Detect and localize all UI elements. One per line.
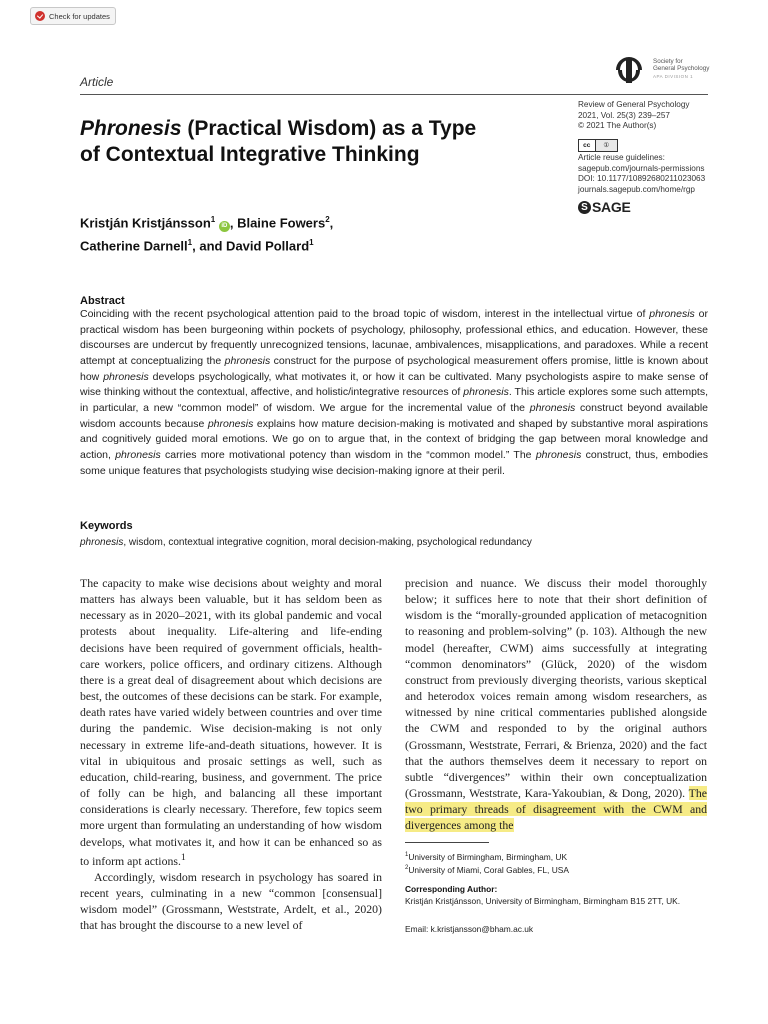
highlighted-text[interactable]: The two primary threads of disagreement with the CWM and divergences among the bbox=[405, 786, 707, 833]
check-circle-icon bbox=[35, 11, 45, 21]
journal-volume: 2021, Vol. 25(3) 239–257 bbox=[578, 110, 670, 120]
body-paragraph-1: The capacity to make wise decisions about weighty and moral matters has always been valuable, but it has seldom been as necessary as in 2020–2021, with its global pandemic and vocal protests about inequality. Life-altering and life-ending decisions have been required of government officials, health-care workers, police officers, and ordinary citizens. Although there is a great deal of disagreement about which decisions are best, the outcomes of these decisions can be stark. For example, death rates have varied widely between countries and over time during the pandemic. Wise decision-making is not only necessary in extreme life-and-death situations, however. It is vital in ubiquitous and prosaic settings as well, such as education, child-rearing, business, and government. The price of folly can be high, and balancing all these important considerations is clearly necessary. Therefore, few topics seem more urgent than formulating an understanding of how wisdom develops, what motivates it, and how it can be enhanced so as to inform apt actions.$^1$ bbox=[80, 576, 382, 868]
corresponding-author-heading: Corresponding Author: bbox=[405, 884, 498, 894]
check-for-updates-button[interactable] bbox=[30, 7, 116, 25]
footnote-marker[interactable]: 1 bbox=[180, 851, 186, 863]
body-paragraph-3: precision and nuance. We discuss their model thoroughly below; it suffices here to note that their short definition of wisdom is the “morally-grounded application of metacognition to reasoning and problem-solving” (p. 103). Although the new model (hereafter, CWM) aims successfully at integrating “common denominators” (Glück, 2020) of the wisdom construct from previously diverging theorists, various skeptical and heterodox voices remain among wisdom researchers, as witnessed by nine critical commentaries published alongside the CWM and responded to by the original authors (Grossmann, Weststrate, Ferrari, & Brienza, 2020) and the fact that the authors themselves deem it necessary to report on subtle “divergences” within their own conceptualization (Grossmann, Weststrate, Kara-Yakoubian, & Dong, 2020). The two primary threads of disagreement with the CWM and divergences among the bbox=[405, 576, 707, 833]
body-column-left bbox=[80, 575, 382, 933]
sage-wordmark: SAGE bbox=[592, 199, 631, 215]
attribution-icon: ① bbox=[603, 142, 610, 149]
logo-subtitle: APA DIVISION 1 bbox=[653, 74, 694, 79]
author-1: Kristján Kristjánsson bbox=[80, 215, 211, 231]
journal-name: Review of General Psychology bbox=[578, 100, 690, 109]
society-logo-icon bbox=[612, 55, 646, 85]
orcid-icon[interactable]: iD bbox=[219, 221, 230, 232]
author-4-affiliation: 1 bbox=[309, 238, 314, 248]
journal-home-link[interactable]: journals.sagepub.com/home/rgp bbox=[578, 184, 695, 194]
article-type-label: Article bbox=[80, 75, 114, 89]
author-3: Catherine Darnell bbox=[80, 238, 188, 254]
corresponding-author-address: Kristján Kristjánsson, University of Birmingham, Birmingham B15 2TT, UK. bbox=[405, 896, 681, 906]
corresponding-author-email[interactable]: Email: k.kristjansson@bham.ac.uk bbox=[405, 924, 534, 934]
sage-logo bbox=[578, 199, 630, 215]
reuse-link[interactable]: sagepub.com/journals-permissions bbox=[578, 163, 705, 173]
article-title bbox=[80, 116, 560, 168]
author-1-affiliation: 1 bbox=[210, 215, 216, 224]
affiliation-2: $^2$University of Miami, Coral Gables, FL, USA bbox=[405, 864, 569, 875]
body-paragraph-2: Accordingly, wisdom research in psychology has soared in recent years, culminating in a new “common [consensual] wisdom model” (Grossmann, Weststrate, Ardelt, et al., 2020) that has brought the discourse to a new level of bbox=[80, 869, 382, 933]
doi-link[interactable]: DOI: 10.1177/10892680211023063 bbox=[578, 174, 706, 184]
check-for-updates-label: Check for updates bbox=[49, 11, 110, 21]
abstract-text: Coinciding with the recent psychological attention paid to the broad topic of wisdom, interest in the intellectual virtue of phronesis or practical wisdom has been burgeoning within pockets of psychology, philosophy, professional ethics, and education. However, these discourses are undercut by frequently unrecognized tensions, lacunae, ambivalences, misapplications, and paradoxes. While a recent attempt at conceptualizing the phronesis construct for the purpose of psychological measurement offers promise, little is known about how phronesis develops psychologically, what motivates it, or how it can be cultivated. Many psychologists aspire to make sense of wise thinking without the contextual, affective, and holistic/integrative resources of phronesis. This article explores some such attempts, in particular, a new “common model” of wisdom. We argue for the incremental value of the phronesis construct beyond available wisdom accounts because phronesis explains how mature decision-making is motivated and shaped by substantive moral aspirations and cognitively guided moral emotions. We go on to argue that, in the context of bridging the gap between moral knowledge and action, phronesis carries more motivational potency than wisdom in the “common model.” The phronesis construct, thus, embodies some unique features that psychologists studying wise decision-making ignore at their peril. bbox=[80, 308, 709, 477]
keywords-list: phronesis, wisdom, contextual integrative cognition, moral decision-making, psychological redundancy bbox=[80, 537, 532, 548]
author-list bbox=[80, 210, 480, 257]
footnote-divider bbox=[405, 842, 489, 843]
author-2-separator: , bbox=[329, 215, 334, 231]
author-3-affiliation: 1 bbox=[187, 238, 193, 248]
logo-line-1: Society for bbox=[653, 58, 683, 65]
author-2-affiliation: 2 bbox=[325, 215, 330, 224]
reuse-label: Article reuse guidelines: bbox=[578, 153, 665, 162]
affiliation-1: $^1$University of Birmingham, Birmingham, UK bbox=[405, 851, 568, 862]
header-divider bbox=[80, 94, 708, 95]
journal-copyright: © 2021 The Author(s) bbox=[578, 121, 657, 131]
society-logo-text bbox=[653, 58, 709, 72]
reuse-info bbox=[578, 153, 728, 195]
title-line2: of Contextual Integrative Thinking bbox=[80, 143, 420, 166]
body-column-right bbox=[405, 575, 707, 834]
author-2: , Blaine Fowers bbox=[229, 215, 326, 231]
title-italic: Phronesis bbox=[80, 117, 182, 140]
cc-icon: cc bbox=[579, 140, 596, 151]
keywords-heading: Keywords bbox=[80, 520, 133, 532]
journal-info bbox=[578, 100, 728, 132]
creative-commons-license-badge[interactable] bbox=[578, 139, 618, 152]
abstract-heading: Abstract bbox=[80, 295, 125, 307]
logo-line-2: General Psychology bbox=[653, 65, 710, 72]
title-line1-rest: (Practical Wisdom) as a Type bbox=[181, 117, 477, 140]
author-4: , and David Pollard bbox=[192, 238, 310, 254]
sage-mark-icon: S bbox=[578, 201, 591, 214]
